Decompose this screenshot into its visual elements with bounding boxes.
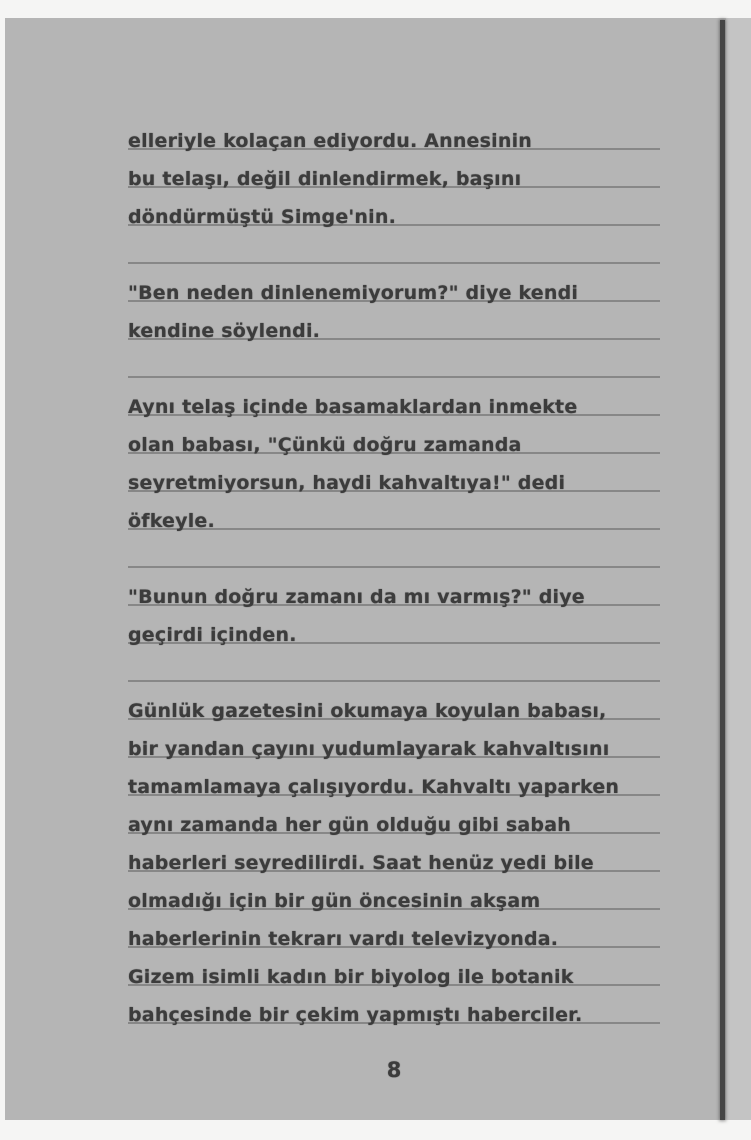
line-text: "Bunun doğru zamanı da mı varmış?" diye	[128, 586, 585, 608]
line-text: "Ben neden dinlenemiyorum?" diye kendi	[128, 282, 579, 304]
book-spine-line	[720, 20, 725, 1120]
text-line	[128, 796, 660, 834]
line-text: tamamlamaya çalışıyordu. Kahvaltı yaparken	[128, 776, 620, 798]
line-text: kendine söylendi.	[128, 320, 321, 342]
text-line	[128, 150, 660, 188]
text-line	[128, 758, 660, 796]
page-edge-strip	[726, 18, 751, 1120]
line-text: geçirdi içinden.	[128, 624, 297, 646]
text-line	[128, 910, 660, 948]
line-text: seyretmiyorsun, haydi kahvaltıya!" dedi	[128, 472, 566, 494]
text-line	[128, 264, 660, 302]
line-text: bu telaşı, değil dinlendirmek, başını	[128, 168, 522, 190]
text-line	[128, 568, 660, 606]
line-text: elleriyle kolaçan ediyordu. Annesinin	[128, 130, 533, 152]
line-text: Günlük gazetesini okumaya koyulan babası,	[128, 700, 607, 722]
text-line	[128, 378, 660, 416]
blank-rule-line	[128, 226, 660, 264]
line-text: bahçesinde bir çekim yapmıştı haberciler.	[128, 1004, 583, 1026]
text-line	[128, 872, 660, 910]
line-text: öfkeyle.	[128, 510, 215, 532]
text-lines	[128, 112, 660, 1024]
text-line	[128, 682, 660, 720]
line-text: olan babası, "Çünkü doğru zamanda	[128, 434, 522, 456]
text-line	[128, 948, 660, 986]
blank-rule-line	[128, 530, 660, 568]
text-line	[128, 720, 660, 758]
line-text: aynı zamanda her gün olduğu gibi sabah	[128, 814, 571, 836]
line-text: olmadığı için bir gün öncesinin akşam	[128, 890, 541, 912]
line-text: Gizem isimli kadın bir biyolog ile botanik	[128, 966, 574, 988]
blank-rule-line	[128, 644, 660, 682]
text-line	[128, 986, 660, 1024]
line-text: döndürmüştü Simge'nin.	[128, 206, 397, 228]
blank-rule-line	[128, 340, 660, 378]
text-line	[128, 606, 660, 644]
text-line	[128, 302, 660, 340]
text-line	[128, 834, 660, 872]
text-line	[128, 416, 660, 454]
text-line	[128, 492, 660, 530]
line-text: bir yandan çayını yudumlayarak kahvaltısını	[128, 738, 610, 760]
page-number: 8	[386, 1058, 402, 1082]
text-line	[128, 112, 660, 150]
text-line	[128, 454, 660, 492]
line-text: haberlerinin tekrarı vardı televizyonda.	[128, 928, 559, 950]
text-line	[128, 188, 660, 226]
line-text: haberleri seyredilirdi. Saat henüz yedi bile	[128, 852, 594, 874]
line-text: Aynı telaş içinde basamaklardan inmekte	[128, 396, 578, 418]
